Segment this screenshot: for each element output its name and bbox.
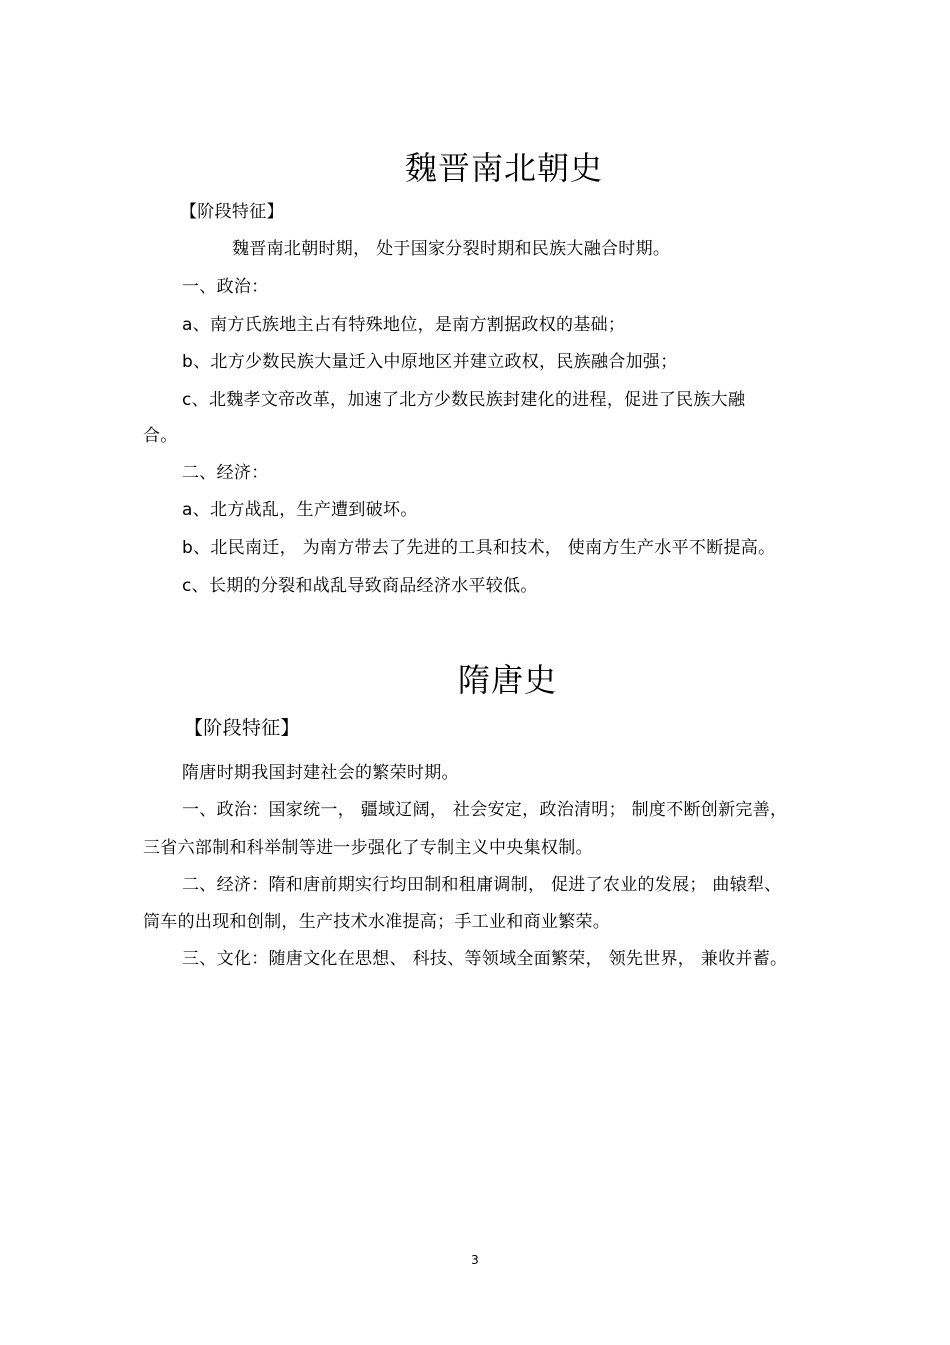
section1-summary: 魏晋南北朝时期， 处于国家分裂时期和民族大融合时期。 — [232, 239, 671, 259]
section2-title: 隋唐史 — [458, 661, 558, 699]
section1-economy-heading: 二、经济： — [182, 463, 269, 483]
page-number: 3 — [471, 1253, 479, 1267]
section1-politics-c-line1: c、北魏孝文帝改革，加速了北方少数民族封建化的进程，促进了民族大融 — [182, 390, 746, 410]
section1-economy-b: b、北民南迁， 为南方带去了先进的工具和技术， 使南方生产水平不断提高。 — [182, 538, 776, 558]
section1-politics-b: b、北方少数民族大量迁入中原地区并建立政权，民族融合加强； — [182, 352, 678, 372]
section2-economy-line1: 二、经济：隋和唐前期实行均田制和租庸调制， 促进了农业的发展； 曲辕犁、 — [182, 875, 782, 895]
section1-politics-heading: 一、政治： — [182, 277, 269, 297]
section1-economy-c: c、长期的分裂和战乱导致商品经济水平较低。 — [182, 576, 538, 596]
section1-feature-label: 【阶段特征】 — [180, 202, 284, 222]
section1-title: 魏晋南北朝史 — [405, 149, 604, 187]
section2-culture-line: 三、文化：随唐文化在思想、 科技、等领域全面繁荣， 领先世界， 兼收并蓄。 — [182, 949, 788, 969]
section2-politics-line1: 一、政治：国家统一， 疆域辽阔， 社会安定，政治清明； 制度不断创新完善， — [182, 800, 788, 820]
section1-politics-c-line2: 合。 — [143, 426, 178, 446]
section1-economy-a: a、北方战乱，生产遭到破坏。 — [182, 500, 418, 520]
section1-politics-a: a、南方氏族地主占有特殊地位，是南方割据政权的基础； — [182, 315, 626, 335]
section2-feature-label: 【阶段特征】 — [184, 717, 300, 739]
section2-economy-line2: 筒车的出现和创制，生产技术水准提高；手工业和商业繁荣。 — [143, 912, 611, 932]
section2-summary: 隋唐时期我国封建社会的繁荣时期。 — [182, 763, 459, 783]
section2-politics-line2: 三省六部制和科举制等进一步强化了专制主义中央集权制。 — [143, 838, 593, 858]
